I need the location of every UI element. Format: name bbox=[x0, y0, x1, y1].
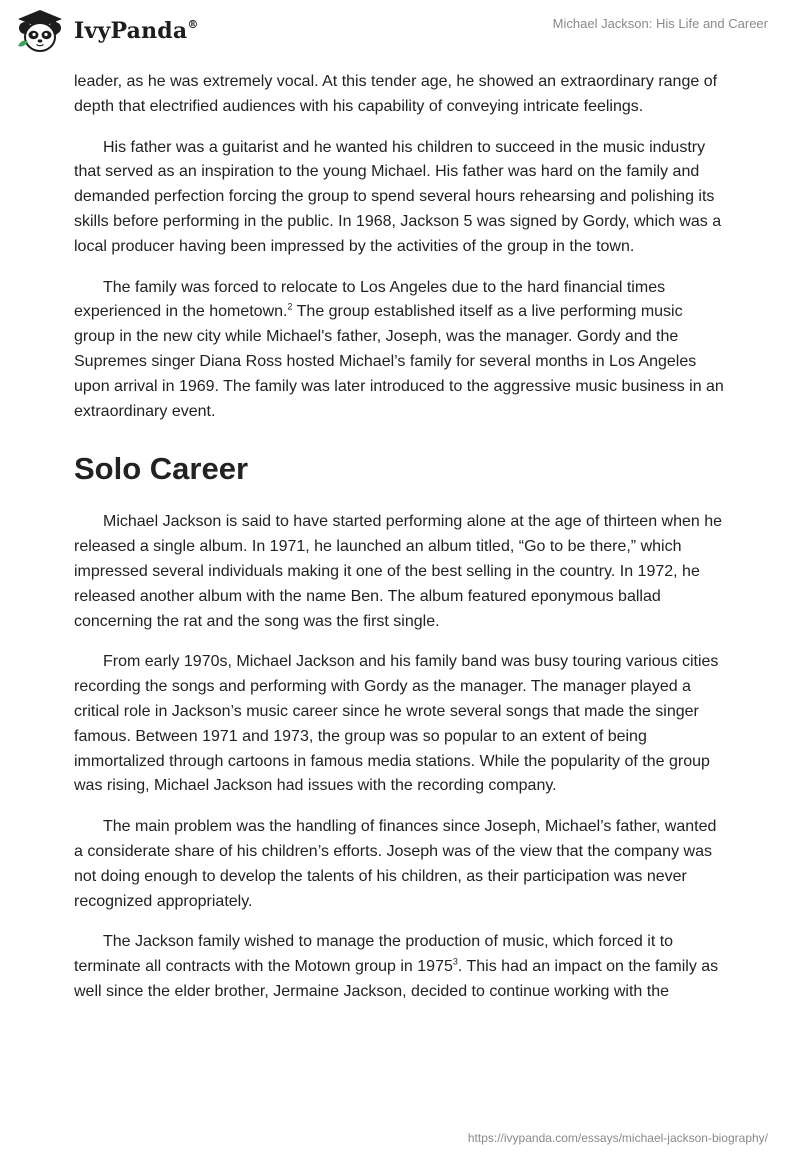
paragraph bbox=[74, 276, 726, 425]
footnote-ref[interactable]: 3 bbox=[452, 956, 458, 967]
paragraph-text: . This had an impact on the family as well since the elder brother, Jermaine Jackson, decided to continue working with the bbox=[74, 958, 719, 1000]
paragraph: His father was a guitarist and he wanted his children to succeed in the music industry that served as an inspiration to the young Michael. His father was hard on the family and demanded perfection forcing the group to spend several hours rehearsing and polishing its skills before performing in the public. In 1968, Jackson 5 was signed by Gordy, which was a local producer having been impressed by the activities of the group in the town. bbox=[74, 138, 722, 255]
paragraph: leader, as he was extremely vocal. At this tender age, he showed an extraordinary range of depth that electrified audiences with his capability of conveying intricate feelings. bbox=[74, 73, 718, 115]
brand-text: IvyPanda bbox=[74, 18, 188, 44]
paragraph: Michael Jackson is said to have started performing alone at the age of thirteen when he released a single album. In 1971, he launched an album titled, “Go to be there,” which impressed several individuals making it one of the best selling in the country. In 1972, he released another album with the name Ben. The album featured eponymous ballad concerning the rat and the song was the first single. bbox=[74, 513, 723, 630]
paragraph-text: The Jackson family wished to manage the production of music, which forced it to terminate all contracts with the Motown group in 1975 bbox=[74, 933, 674, 976]
footnote-ref[interactable]: 2 bbox=[287, 302, 293, 313]
paragraph-text: The family was forced to relocate to Los Angeles due to the hard financial times experienced in the hometown. bbox=[74, 278, 666, 321]
article-body bbox=[74, 70, 726, 1021]
source-url[interactable]: https://ivypanda.com/essays/michael-jackson-biography/ bbox=[467, 1131, 768, 1145]
paragraph bbox=[74, 930, 726, 1004]
paragraph: From early 1970s, Michael Jackson and his family band was busy touring various cities recording the songs and performing with Gordy as the manager. The manager played a critical role in Jackson’s music career since he wrote several songs that made the singer famous. Between 1971 and 1973, the group was so popular to an extent of being immortalized through cartoons in famous media stations. While the popularity of the group was rising, Michael Jackson had issues with the recording company. bbox=[74, 653, 719, 795]
page-header bbox=[0, 0, 800, 70]
paragraph-text: The group established itself as a live performing music group in the new city while Michael's father, Joseph, was the manager. Gordy and the Supremes singer Diana Ross hosted Michael’s family for several months in Los Angeles upon arrival in 1969. The family was later introduced to the aggressive music business in an extraordinary event. bbox=[74, 303, 724, 420]
logo[interactable] bbox=[14, 8, 199, 54]
paragraph: The main problem was the handling of finances since Joseph, Michael’s father, wanted a considerate share of his children’s efforts. Joseph was of the view that the company was not doing enough to develop the talents of his children, as their participation was never recognized appropriately. bbox=[74, 818, 717, 910]
registered-mark: ® bbox=[187, 17, 199, 31]
section-heading: Solo Career bbox=[74, 451, 249, 487]
brand-name bbox=[74, 18, 199, 44]
document-title: Michael Jackson: His Life and Career bbox=[552, 16, 768, 31]
panda-logo-icon bbox=[14, 8, 66, 54]
